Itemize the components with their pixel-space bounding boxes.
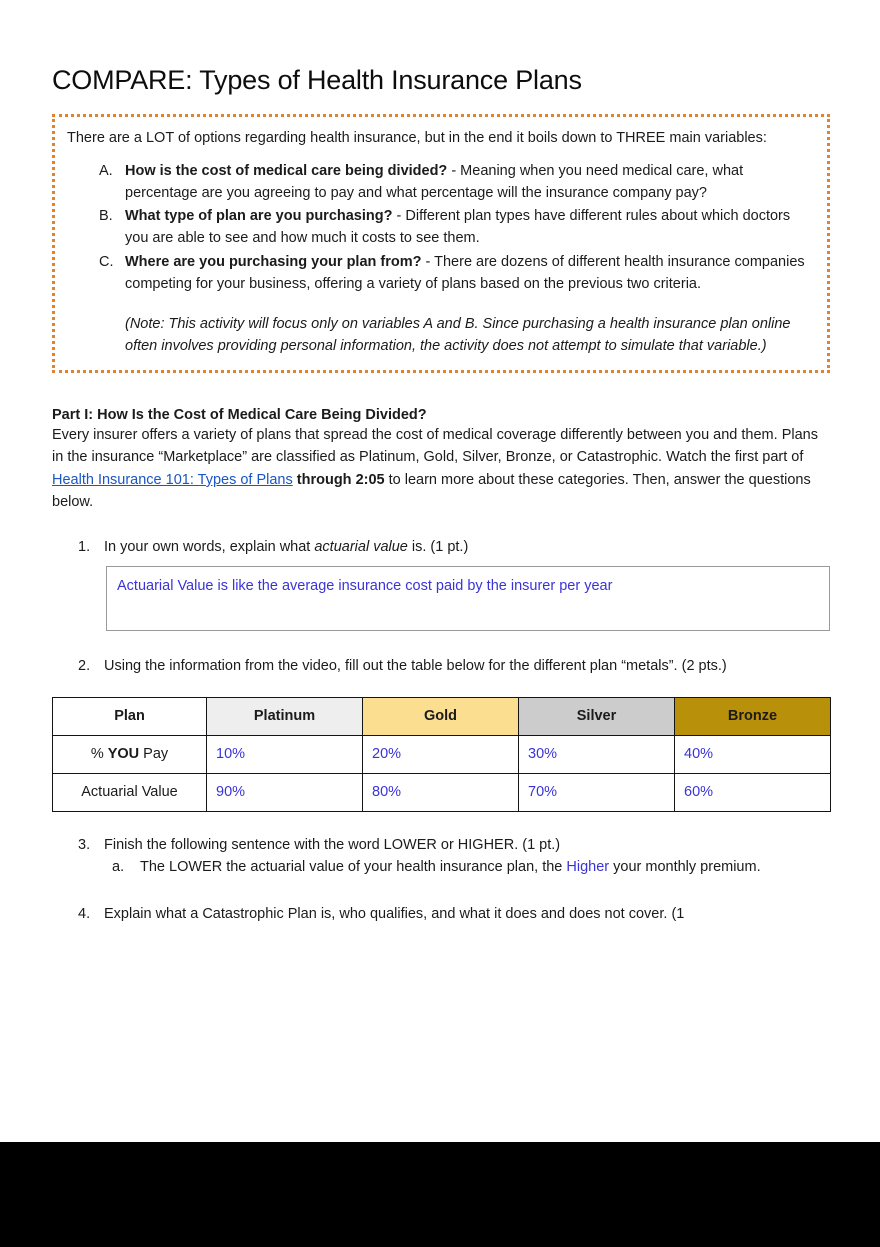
- part-one-section: [52, 407, 830, 514]
- row-label-emphasis: YOU: [107, 746, 140, 763]
- question-text: Finish the following sentence with the word LOWER or HIGHER. (1 pt.): [104, 836, 561, 853]
- table-row: [53, 735, 831, 773]
- row-label-suffix: Pay: [139, 746, 169, 763]
- part-one-text-after: to learn more about these categories. Then, answer the questions below.: [52, 471, 811, 511]
- question-text: Explain what a Catastrophic Plan is, who qualifies, and what it does and does not cover. (1: [104, 905, 685, 922]
- question-2: [52, 655, 830, 677]
- question-number: 4.: [78, 905, 91, 922]
- row-label-you-pay: [53, 735, 207, 773]
- cell-actuarial-silver[interactable]: 70%: [519, 773, 675, 811]
- question-text-before: In your own words, explain what: [104, 538, 315, 555]
- list-item: [67, 160, 815, 204]
- list-marker: A.: [99, 162, 113, 179]
- cell-actuarial-bronze[interactable]: 60%: [675, 773, 831, 811]
- table-header-gold: Gold: [363, 697, 519, 735]
- list-item-rest: - Different plan types have different rules about which doctors you are able to see and how much it costs to see them.: [125, 208, 791, 247]
- table-row: [53, 773, 831, 811]
- cell-you-pay-gold[interactable]: 20%: [363, 735, 519, 773]
- document-content: [52, 64, 830, 925]
- question-3-subitems: [104, 856, 830, 878]
- list-item: [67, 251, 815, 295]
- cell-actuarial-gold[interactable]: 80%: [363, 773, 519, 811]
- part-one-timestamp: through 2:05: [296, 471, 385, 488]
- questions-list-continued: [52, 834, 830, 925]
- question-3: [52, 834, 830, 879]
- question-text-after: is. (1 pt.): [407, 538, 469, 555]
- list-marker: C.: [99, 253, 114, 270]
- cell-actuarial-platinum[interactable]: 90%: [207, 773, 363, 811]
- list-item-lead: How is the cost of medical care being divided?: [125, 162, 448, 179]
- list-item: [67, 205, 815, 249]
- video-link[interactable]: Health Insurance 101: Types of Plans: [52, 471, 293, 488]
- callout-note: (Note: This activity will focus only on variables A and B. Since purchasing a health insurance plan online often involves providing personal information, the activity does not attempt to simulate that variable.): [125, 315, 791, 355]
- table-header-row: [53, 697, 831, 735]
- part-one-heading: Part I: How Is the Cost of Medical Care Being Divided?: [52, 406, 427, 423]
- list-item-rest: - There are dozens of different health insurance companies competing for your business, offering a variety of plans based on the previous two criteria.: [125, 253, 805, 292]
- student-answer-q1: Actuarial Value is like the average insurance cost paid by the insurer per year: [117, 578, 613, 595]
- variables-list: [67, 160, 815, 295]
- question-text: Using the information from the video, fill out the table below for the different plan “metals”. (2 pts.): [104, 658, 727, 675]
- cell-you-pay-silver[interactable]: 30%: [519, 735, 675, 773]
- callout-intro-text: There are a LOT of options regarding health insurance, but in the end it boils down to THREE main variables:: [67, 130, 767, 147]
- question-number: 3.: [78, 836, 91, 853]
- metals-table: [52, 697, 831, 812]
- answer-textbox-q1[interactable]: [106, 566, 830, 631]
- cell-you-pay-platinum[interactable]: 10%: [207, 735, 363, 773]
- list-marker: B.: [99, 208, 113, 225]
- student-answer-q3: Higher: [566, 859, 610, 876]
- intro-callout-box: [52, 114, 830, 372]
- row-label-actuarial-value: Actuarial Value: [53, 773, 207, 811]
- page-bottom-black-bar: [0, 1142, 880, 1247]
- question-term-italic: actuarial value: [314, 538, 408, 555]
- question-1: [52, 536, 830, 631]
- table-header-bronze: Bronze: [675, 697, 831, 735]
- list-item-lead: Where are you purchasing your plan from?: [125, 253, 422, 270]
- question-number: 1.: [78, 538, 91, 555]
- page-title: COMPARE: Types of Health Insurance Plans: [52, 65, 582, 95]
- questions-list: [52, 536, 830, 678]
- question-4: [52, 903, 830, 925]
- question-number: 2.: [78, 658, 91, 675]
- table-header-silver: Silver: [519, 697, 675, 735]
- sub-text-before: The LOWER the actuarial value of your health insurance plan, the: [140, 859, 567, 876]
- part-one-text-before: Every insurer offers a variety of plans that spread the cost of medical coverage differently between you and them. Plans in the insurance “Marketplace” are classified as Platinum, Gold, Silver, Bronze, or Catastrophic. Watch the first part of: [52, 426, 818, 466]
- cell-you-pay-bronze[interactable]: 40%: [675, 735, 831, 773]
- table-header-platinum: Platinum: [207, 697, 363, 735]
- sub-list-marker: a.: [112, 859, 125, 876]
- part-one-body: [52, 424, 830, 514]
- list-item-rest: - Meaning when you need medical care, what percentage are you agreeing to pay and what percentage will the insurance company pay?: [125, 162, 744, 202]
- table-header-plan: Plan: [53, 697, 207, 735]
- list-item-lead: What type of plan are you purchasing?: [125, 208, 393, 225]
- list-item: [104, 856, 830, 878]
- row-label-prefix: %: [90, 746, 108, 763]
- sub-text-after: your monthly premium.: [609, 859, 761, 876]
